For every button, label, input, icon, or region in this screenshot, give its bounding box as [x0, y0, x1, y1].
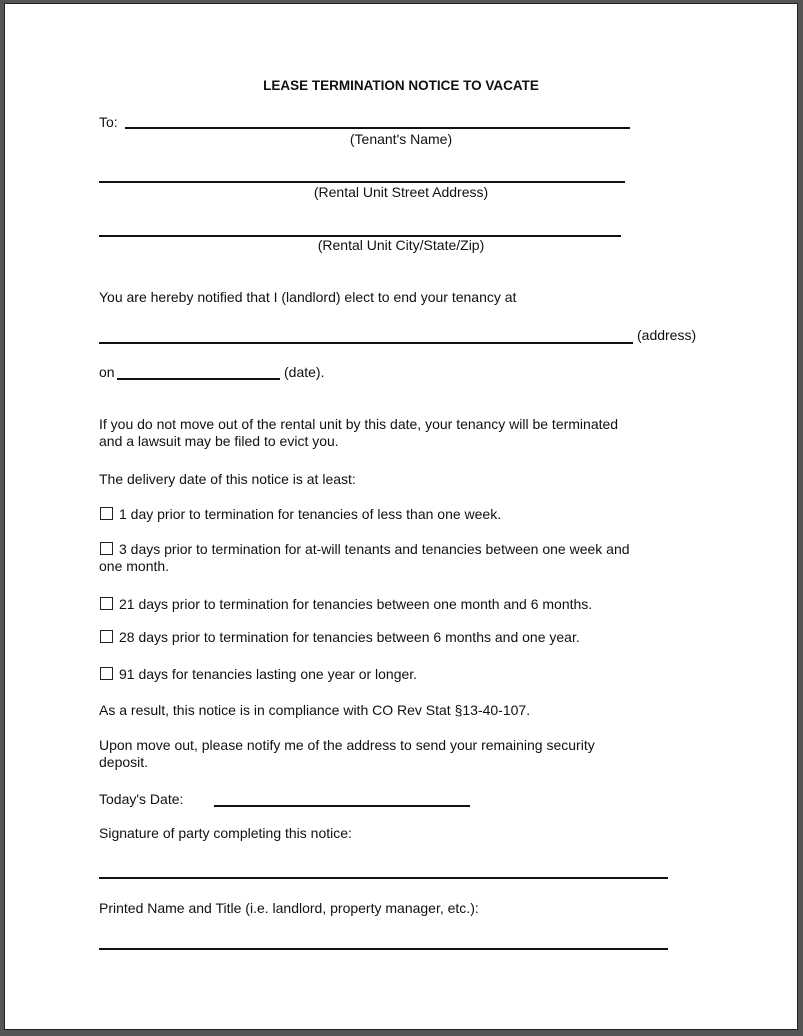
printed-name-label: Printed Name and Title (i.e. landlord, property manager, etc.): [99, 900, 479, 916]
notified-text: You are hereby notified that I (landlord) elect to end your tenancy at [99, 289, 517, 305]
option-2-text: 3 days prior to termination for at-will tenants and tenancies between one week and [119, 541, 630, 557]
address-caption: (address) [637, 327, 697, 343]
to-label: To: [99, 114, 118, 130]
option-5-checkbox[interactable] [100, 667, 113, 680]
option-5-text: 91 days for tenancies lasting one year or longer. [119, 666, 418, 682]
option-1-text: 1 day prior to termination for tenancies of less than one week. [119, 506, 502, 522]
warning-line-2: and a lawsuit may be filed to evict you. [99, 433, 339, 449]
termination-date-field[interactable] [117, 378, 280, 380]
on-label: on [99, 364, 115, 380]
option-3 [100, 595, 592, 613]
option-1-checkbox[interactable] [100, 507, 113, 520]
moveout-line-2: deposit. [99, 754, 149, 770]
street-address-caption: (Rental Unit Street Address) [313, 184, 489, 200]
tenant-name-caption: (Tenant's Name) [349, 131, 453, 147]
option-2-text-continued: one month. [99, 558, 170, 574]
termination-address-field[interactable] [99, 342, 633, 344]
option-5 [100, 665, 417, 683]
option-4 [100, 628, 580, 646]
todays-date-field[interactable] [214, 805, 470, 807]
option-4-text: 28 days prior to termination for tenancies between 6 months and one year. [119, 629, 580, 645]
document-title: LEASE TERMINATION NOTICE TO VACATE [263, 78, 539, 93]
signature-label: Signature of party completing this notice: [99, 825, 352, 841]
signature-field[interactable] [99, 877, 668, 879]
option-4-checkbox[interactable] [100, 630, 113, 643]
date-caption: (date). [284, 364, 325, 380]
todays-date-label: Today's Date: [99, 791, 184, 807]
option-1 [100, 505, 501, 523]
tenant-name-field[interactable] [125, 127, 630, 129]
option-2 [100, 540, 630, 558]
printed-name-field[interactable] [99, 948, 668, 950]
option-3-checkbox[interactable] [100, 597, 113, 610]
option-3-text: 21 days prior to termination for tenancies between one month and 6 months. [119, 596, 593, 612]
moveout-line-1: Upon move out, please notify me of the address to send your remaining security [99, 737, 595, 753]
city-state-zip-caption: (Rental Unit City/State/Zip) [317, 237, 485, 253]
delivery-text: The delivery date of this notice is at least: [99, 471, 356, 487]
option-2-checkbox[interactable] [100, 542, 113, 555]
warning-line-1: If you do not move out of the rental unit by this date, your tenancy will be terminated [99, 416, 619, 432]
compliance-text: As a result, this notice is in compliance with CO Rev Stat §13-40-107. [99, 702, 531, 718]
